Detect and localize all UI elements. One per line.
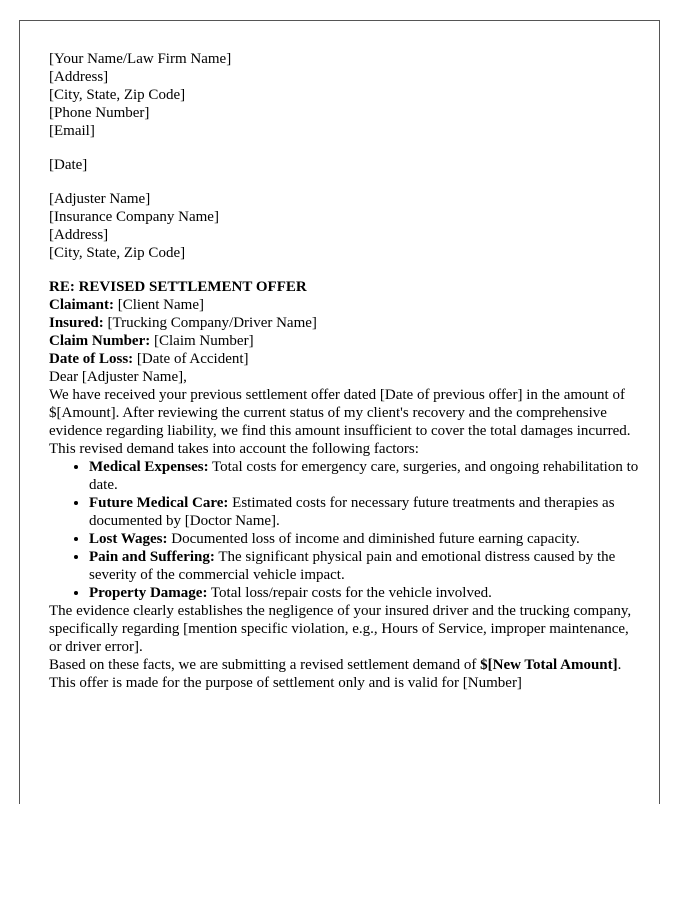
demand-text-before: Based on these facts, we are submitting a revised settlement demand of	[49, 657, 481, 673]
factor-text: Total loss/repair costs for the vehicle involved.	[207, 585, 492, 601]
subject-field-claimant	[49, 296, 639, 314]
recipient-city: [City, State, Zip Code]	[49, 245, 186, 261]
letter-date: [Date]	[49, 157, 88, 173]
salutation: Dear [Adjuster Name],	[49, 369, 187, 385]
paragraph-previous-offer: We have received your previous settlement offer dated [Date of previous offer] in the amount of $[Amount]. After reviewing the current status of my client's recovery and the comprehensive evidence regarding liability, we find this amount insufficient to cover the total damages incurred.	[49, 387, 631, 439]
field-label: Claim Number:	[49, 333, 151, 349]
paragraph-negligence: The evidence clearly establishes the negligence of your insured driver and the trucking company, specifically regarding [mention specific violation, e.g., Hours of Service, improper maintenance, or driver error].	[49, 603, 632, 655]
field-value: [Date of Accident]	[133, 351, 249, 367]
list-item	[89, 584, 639, 602]
list-item	[89, 458, 639, 494]
demand-amount: $[New Total Amount]	[480, 657, 618, 673]
field-label: Insured:	[49, 315, 104, 331]
sender-block	[49, 50, 639, 140]
factor-text: The significant physical pain and emotional distress caused by the severity of the commercial vehicle impact.	[89, 549, 616, 583]
factor-label: Pain and Suffering:	[89, 549, 215, 565]
recipient-adjuster: [Adjuster Name]	[49, 191, 151, 207]
paragraph-factors-intro: This revised demand takes into account the following factors:	[49, 441, 419, 457]
list-item	[89, 548, 639, 584]
letter-page	[19, 20, 660, 804]
list-item	[89, 494, 639, 530]
subject-field-insured	[49, 314, 639, 332]
recipient-block	[49, 190, 639, 262]
factor-text: Estimated costs for necessary future treatments and therapies as documented by [Doctor Name].	[89, 495, 615, 529]
subject-title: RE: REVISED SETTLEMENT OFFER	[49, 279, 307, 295]
demand-text-after: . This offer is made for the purpose of settlement only and is valid for [Number]	[49, 657, 622, 691]
list-item	[89, 530, 639, 548]
subject-field-claim-number	[49, 332, 639, 350]
recipient-address: [Address]	[49, 227, 109, 243]
field-value: [Client Name]	[114, 297, 204, 313]
sender-email: [Email]	[49, 123, 95, 139]
factor-label: Future Medical Care:	[89, 495, 229, 511]
sender-city: [City, State, Zip Code]	[49, 87, 186, 103]
letter-content	[49, 50, 639, 692]
factors-list	[49, 458, 639, 602]
sender-name: [Your Name/Law Firm Name]	[49, 51, 232, 67]
factor-text: Total costs for emergency care, surgeries, and ongoing rehabilitation to date.	[89, 459, 639, 493]
field-label: Claimant:	[49, 297, 114, 313]
sender-address: [Address]	[49, 69, 109, 85]
subject-field-date-of-loss	[49, 350, 639, 368]
factor-label: Property Damage:	[89, 585, 208, 601]
sender-phone: [Phone Number]	[49, 105, 150, 121]
recipient-company: [Insurance Company Name]	[49, 209, 219, 225]
subject-block	[49, 278, 639, 368]
paragraph-revised-demand	[49, 656, 639, 692]
field-value: [Trucking Company/Driver Name]	[103, 315, 317, 331]
field-label: Date of Loss:	[49, 351, 134, 367]
factor-text: Documented loss of income and diminished future earning capacity.	[167, 531, 580, 547]
factor-label: Lost Wages:	[89, 531, 168, 547]
factor-label: Medical Expenses:	[89, 459, 209, 475]
field-value: [Claim Number]	[150, 333, 254, 349]
date-block	[49, 156, 639, 174]
